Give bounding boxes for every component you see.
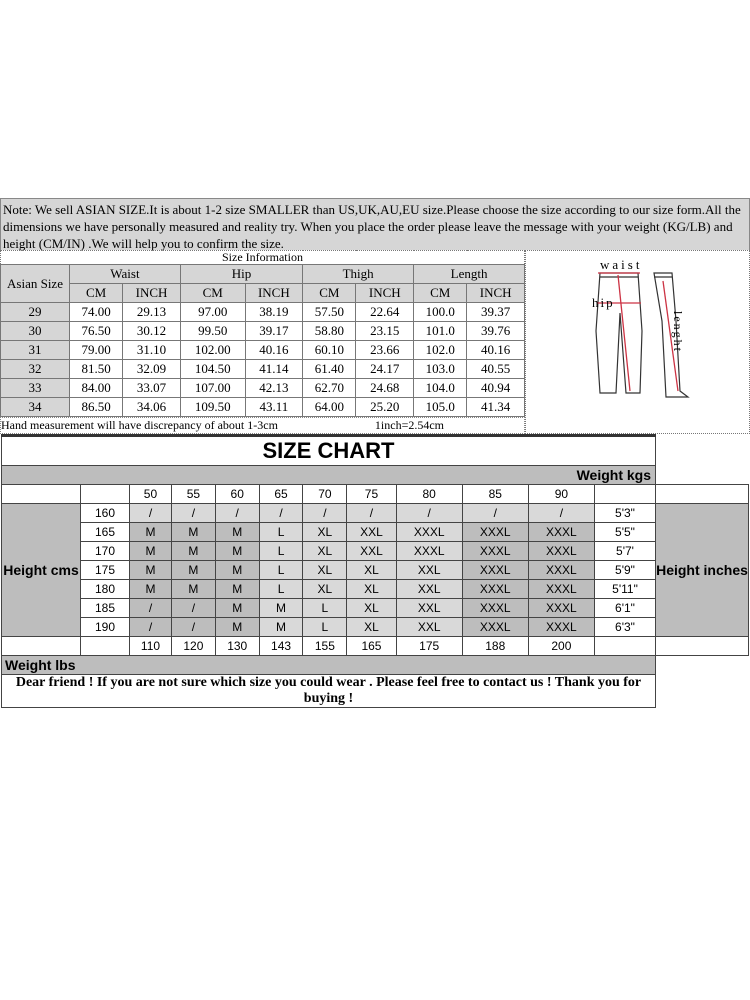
measurement-cell: 100.0 — [414, 303, 467, 322]
corner-blank — [81, 485, 130, 504]
length-header: Length — [414, 265, 525, 284]
size-cell: M — [130, 523, 172, 542]
height-inch-cell: 6'1" — [595, 599, 656, 618]
size-cell: M — [171, 580, 215, 599]
measurement-cell: 32.09 — [123, 360, 181, 379]
kg-header: 75 — [347, 485, 396, 504]
size-cell: XXXL — [462, 599, 528, 618]
measurement-cell: 60.10 — [303, 341, 356, 360]
measurement-cell: 23.66 — [356, 341, 414, 360]
lbs-cell: 130 — [215, 637, 259, 656]
thigh-header: Thigh — [303, 265, 414, 284]
measurement-cell: 25.20 — [356, 398, 414, 417]
size-cell: M — [130, 580, 172, 599]
measurement-cell: 22.64 — [356, 303, 414, 322]
height-inch-cell: 5'11" — [595, 580, 656, 599]
measurement-cell: 40.16 — [245, 341, 303, 360]
height-row — [2, 580, 749, 599]
hip-header: Hip — [180, 265, 302, 284]
size-cell: XL — [347, 561, 396, 580]
lbs-cell: 175 — [396, 637, 462, 656]
corner-blank — [595, 637, 656, 656]
size-cell: / — [171, 599, 215, 618]
asian-size-cell: 33 — [1, 379, 70, 398]
hip-diagram-label: hip — [592, 295, 615, 310]
size-cell: XXXL — [462, 561, 528, 580]
lbs-cell: 165 — [347, 637, 396, 656]
kg-header: 60 — [215, 485, 259, 504]
size-cell: / — [347, 504, 396, 523]
size-chart-table — [1, 434, 749, 708]
unit-header: INCH — [123, 284, 181, 303]
kg-header: 70 — [303, 485, 347, 504]
corner-blank — [81, 637, 130, 656]
height-inch-cell: 5'7' — [595, 542, 656, 561]
measurement-cell: 84.00 — [70, 379, 123, 398]
size-cell: XXL — [396, 599, 462, 618]
size-cell: L — [303, 618, 347, 637]
size-cell: M — [215, 523, 259, 542]
measurement-cell: 33.07 — [123, 379, 181, 398]
size-cell: L — [259, 561, 303, 580]
height-cm-cell: 180 — [81, 580, 130, 599]
size-chart-body — [2, 504, 749, 637]
size-cell: XXXL — [462, 523, 528, 542]
measurement-cell: 102.0 — [414, 341, 467, 360]
size-cell: XXXL — [462, 542, 528, 561]
height-cm-cell: 175 — [81, 561, 130, 580]
measurement-cell: 64.00 — [303, 398, 356, 417]
size-cell: XL — [303, 580, 347, 599]
kg-header: 85 — [462, 485, 528, 504]
size-cell: M — [171, 523, 215, 542]
measurement-cell: 79.00 — [70, 341, 123, 360]
unit-header: CM — [70, 284, 123, 303]
measurement-cell: 104.0 — [414, 379, 467, 398]
asian-size-cell: 34 — [1, 398, 70, 417]
measurement-cell: 23.15 — [356, 322, 414, 341]
measurement-cell: 30.12 — [123, 322, 181, 341]
unit-header: CM — [303, 284, 356, 303]
measurement-cell: 107.00 — [180, 379, 245, 398]
measurement-cell: 81.50 — [70, 360, 123, 379]
size-cell: M — [171, 561, 215, 580]
footer-message: Dear friend ! If you are not sure which size you could wear . Please feel free to contact us ! Thank you for buying ! — [2, 675, 656, 708]
measurement-cell: 104.50 — [180, 360, 245, 379]
measurement-cell: 109.50 — [180, 398, 245, 417]
size-cell: M — [215, 580, 259, 599]
hand-note-row — [0, 417, 525, 434]
asian-size-cell: 29 — [1, 303, 70, 322]
size-cell: XXXL — [396, 523, 462, 542]
size-cell: XXXL — [528, 523, 594, 542]
measurement-cell: 105.0 — [414, 398, 467, 417]
unit-header: INCH — [356, 284, 414, 303]
lbs-cell: 143 — [259, 637, 303, 656]
corner-blank — [2, 637, 81, 656]
height-row — [2, 523, 749, 542]
size-row — [1, 322, 525, 341]
height-cm-cell: 165 — [81, 523, 130, 542]
size-row — [1, 379, 525, 398]
measurement-cell: 39.76 — [467, 322, 525, 341]
inch-conversion: 1inch=2.54cm — [374, 418, 444, 432]
size-cell: XXXL — [462, 580, 528, 599]
kg-header: 50 — [130, 485, 172, 504]
length-diagram-label: lenght — [671, 311, 685, 353]
height-cms-label: Height cms — [2, 504, 81, 637]
size-info-section — [0, 250, 750, 434]
measurement-cell: 41.14 — [245, 360, 303, 379]
height-cm-cell: 185 — [81, 599, 130, 618]
size-cell: XXXL — [396, 542, 462, 561]
size-cell: XL — [303, 561, 347, 580]
height-inches-label: Height inches — [656, 504, 749, 637]
corner-blank — [656, 485, 749, 504]
waist-diagram-label: waist — [600, 257, 643, 272]
measurement-cell: 99.50 — [180, 322, 245, 341]
size-cell: / — [303, 504, 347, 523]
unit-header: CM — [414, 284, 467, 303]
waist-header: Waist — [70, 265, 181, 284]
measurement-cell: 24.17 — [356, 360, 414, 379]
size-cell: / — [462, 504, 528, 523]
measurement-cell: 57.50 — [303, 303, 356, 322]
corner-blank — [595, 485, 656, 504]
height-row — [2, 599, 749, 618]
measurement-cell: 74.00 — [70, 303, 123, 322]
height-inch-cell: 5'5" — [595, 523, 656, 542]
measurement-cell: 40.16 — [467, 341, 525, 360]
asian-size-header: Asian Size — [1, 265, 70, 303]
height-inch-cell: 5'9" — [595, 561, 656, 580]
size-cell: / — [215, 504, 259, 523]
height-row — [2, 542, 749, 561]
size-cell: M — [130, 542, 172, 561]
kg-header: 80 — [396, 485, 462, 504]
size-cell: / — [130, 599, 172, 618]
size-cell: L — [303, 599, 347, 618]
size-cell: / — [528, 504, 594, 523]
height-row — [2, 561, 749, 580]
size-cell: / — [171, 618, 215, 637]
height-cm-cell: 160 — [81, 504, 130, 523]
measurement-cell: 38.19 — [245, 303, 303, 322]
size-chart-title: SIZE CHART — [2, 436, 656, 466]
height-row — [2, 504, 749, 523]
measurement-cell: 39.37 — [467, 303, 525, 322]
size-info-table — [0, 250, 525, 417]
measurement-cell: 31.10 — [123, 341, 181, 360]
measurement-cell: 43.11 — [245, 398, 303, 417]
measurement-cell: 101.0 — [414, 322, 467, 341]
weight-lbs-label: Weight lbs — [2, 656, 656, 675]
size-cell: / — [130, 618, 172, 637]
size-cell: M — [215, 542, 259, 561]
unit-row — [1, 284, 525, 303]
height-cm-cell: 190 — [81, 618, 130, 637]
measurement-cell: 40.94 — [467, 379, 525, 398]
asian-size-cell: 31 — [1, 341, 70, 360]
size-cell: XL — [347, 599, 396, 618]
measurement-cell: 24.68 — [356, 379, 414, 398]
size-cell: / — [259, 504, 303, 523]
lbs-cell: 155 — [303, 637, 347, 656]
measurement-cell: 40.55 — [467, 360, 525, 379]
kg-row — [2, 485, 749, 504]
size-cell: XXL — [396, 561, 462, 580]
size-info-title: Size Information — [1, 251, 525, 265]
asian-size-cell: 32 — [1, 360, 70, 379]
asian-size-cell: 30 — [1, 322, 70, 341]
measurement-cell: 102.00 — [180, 341, 245, 360]
size-cell: XXXL — [462, 618, 528, 637]
size-cell: M — [130, 561, 172, 580]
lbs-cell: 188 — [462, 637, 528, 656]
size-cell: L — [259, 580, 303, 599]
height-cm-cell: 170 — [81, 542, 130, 561]
size-cell: M — [259, 599, 303, 618]
size-row — [1, 341, 525, 360]
lbs-cell: 120 — [171, 637, 215, 656]
measurement-cell: 86.50 — [70, 398, 123, 417]
size-cell: XL — [303, 523, 347, 542]
measurement-cell: 29.13 — [123, 303, 181, 322]
size-info-panel — [0, 250, 525, 434]
height-row — [2, 618, 749, 637]
size-cell: M — [215, 561, 259, 580]
measurement-cell: 41.34 — [467, 398, 525, 417]
measurement-cell: 61.40 — [303, 360, 356, 379]
kg-header: 90 — [528, 485, 594, 504]
lbs-cell: 200 — [528, 637, 594, 656]
size-cell: XL — [347, 618, 396, 637]
pants-diagram-svg — [526, 251, 749, 421]
pants-front-outline — [596, 273, 642, 393]
unit-header: INCH — [245, 284, 303, 303]
hand-measurement-note: Hand measurement will have discrepancy of about 1-3cm — [1, 418, 278, 432]
size-cell: XXL — [347, 542, 396, 561]
size-cell: / — [130, 504, 172, 523]
unit-header: INCH — [467, 284, 525, 303]
size-cell: L — [259, 523, 303, 542]
lbs-row — [2, 637, 749, 656]
size-cell: M — [171, 542, 215, 561]
size-cell: XL — [347, 580, 396, 599]
size-cell: / — [171, 504, 215, 523]
measurement-cell: 42.13 — [245, 379, 303, 398]
measurement-cell: 34.06 — [123, 398, 181, 417]
size-cell: XL — [303, 542, 347, 561]
size-cell: M — [259, 618, 303, 637]
size-cell: XXL — [396, 618, 462, 637]
size-cell: XXL — [396, 580, 462, 599]
corner-blank — [2, 485, 81, 504]
corner-blank — [656, 637, 749, 656]
kg-header: 65 — [259, 485, 303, 504]
measurement-cell: 103.0 — [414, 360, 467, 379]
kg-header: 55 — [171, 485, 215, 504]
size-cell: XXXL — [528, 599, 594, 618]
measurement-cell: 39.17 — [245, 322, 303, 341]
size-cell: XXXL — [528, 580, 594, 599]
size-guide — [0, 198, 750, 708]
size-row — [1, 398, 525, 417]
size-cell: XXL — [347, 523, 396, 542]
size-cell: XXXL — [528, 561, 594, 580]
pants-diagram — [525, 250, 750, 434]
height-inch-cell: 6'3" — [595, 618, 656, 637]
size-row — [1, 303, 525, 322]
size-cell: M — [215, 618, 259, 637]
weight-kgs-label: Weight kgs — [2, 466, 656, 485]
measurement-cell: 62.70 — [303, 379, 356, 398]
measurement-cell: 58.80 — [303, 322, 356, 341]
size-row — [1, 360, 525, 379]
size-cell: XXXL — [528, 542, 594, 561]
size-note: Note: We sell ASIAN SIZE.It is about 1-2 size SMALLER than US,UK,AU,EU size.Please choose the size according to our size form.All the dimensions we have personally measured and reality try. When you place the order please leave the message with your weight (KG/LB) and height (CM/IN) .We will help you to confirm the size. — [0, 198, 750, 250]
measurement-cell: 97.00 — [180, 303, 245, 322]
size-cell: XXXL — [528, 618, 594, 637]
size-cell: M — [215, 599, 259, 618]
lbs-cell: 110 — [130, 637, 172, 656]
measurement-cell: 76.50 — [70, 322, 123, 341]
unit-header: CM — [180, 284, 245, 303]
size-info-body — [1, 303, 525, 417]
size-cell: L — [259, 542, 303, 561]
size-cell: / — [396, 504, 462, 523]
height-inch-cell: 5'3" — [595, 504, 656, 523]
